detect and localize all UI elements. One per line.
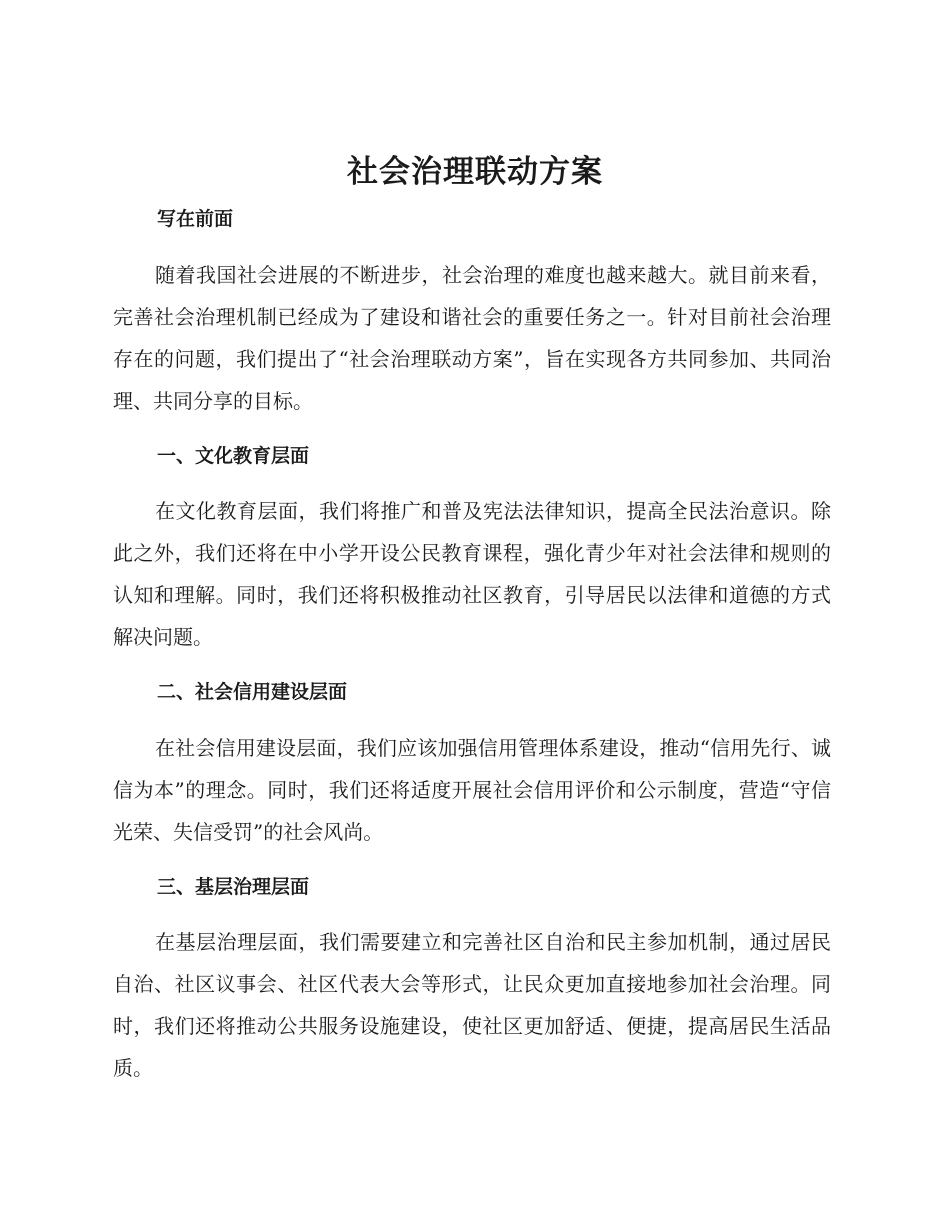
section-heading-grassroots-governance: 三、基层治理层面 [157, 876, 310, 898]
section-paragraph-social-credit: 在社会信用建设层面，我们应该加强信用管理体系建设，推动“信用先行、诚信为本”的理念。同时，我们还将适度开展社会信用评价和公示制度，营造“守信光荣、失信受罚”的社会风尚。 [113, 736, 831, 844]
section-heading-culture-education: 一、文化教育层面 [157, 445, 310, 467]
section-paragraph-grassroots-governance: 在基层治理层面，我们需要建立和完善社区自治和民主参加机制，通过居民自治、社区议事会、社区代表大会等形式，让民众更加直接地参加社会治理。同时，我们还将推动公共服务设施建设，使社区更加舒适、便捷，提高居民生活品质。 [113, 930, 831, 1080]
section-paragraph-preface: 随着我国社会进展的不断进步，社会治理的难度也越来越大。就目前来看，完善社会治理机制已经成为了建设和谐社会的重要任务之一。针对目前社会治理存在的问题，我们提出了“社会治理联动方案”，旨在实现各方共同参加、共同治理、共同分享的目标。 [113, 263, 831, 413]
section-paragraph-culture-education: 在文化教育层面，我们将推广和普及宪法法律知识，提高全民法治意识。除此之外，我们还将在中小学开设公民教育课程，强化青少年对社会法律和规则的认知和理解。同时，我们还将积极推动社区教育，引导居民以法律和道德的方式解决问题。 [113, 499, 831, 649]
document-title: 社会治理联动方案 [347, 154, 603, 190]
section-heading-preface: 写在前面 [157, 208, 234, 230]
section-heading-social-credit: 二、社会信用建设层面 [157, 681, 348, 703]
